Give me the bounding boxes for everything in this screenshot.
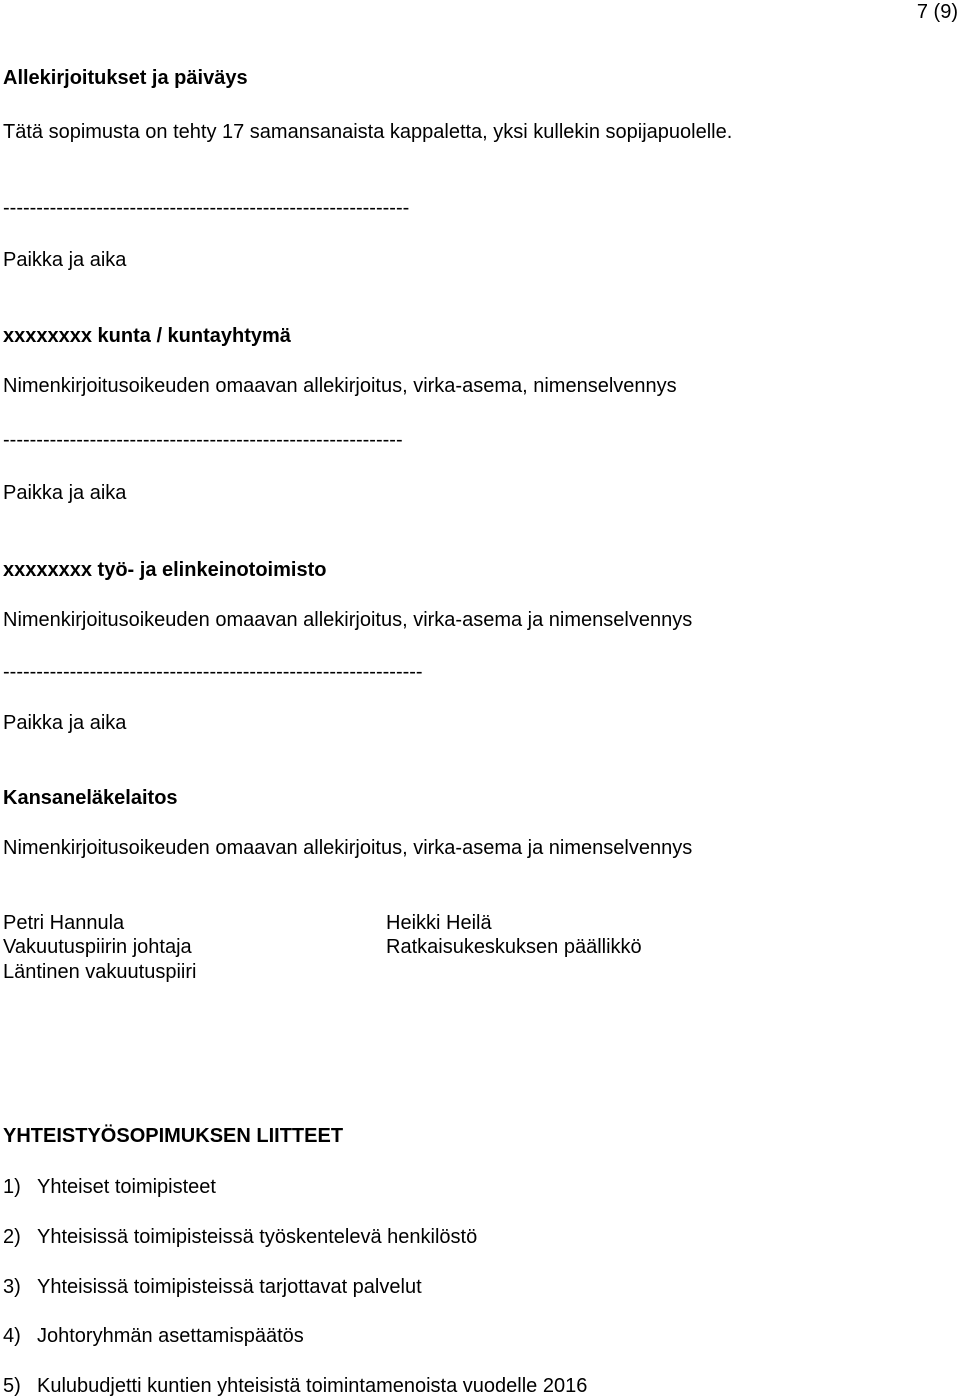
appendix-item-3 (3, 1275, 422, 1299)
party-name-3: Kansaneläkelaitos (3, 787, 178, 809)
appendix-item-2 (3, 1225, 477, 1249)
signature-note-2: Nimenkirjoitusoikeuden omaavan allekirjoitus, virka-asema ja nimenselvennys (3, 609, 693, 631)
signer-1-name: Petri Hannula (3, 912, 125, 934)
appendix-text: Johtoryhmän asettamispäätös (37, 1325, 304, 1347)
place-date-label-1: Paikka ja aika (3, 249, 127, 271)
party-name-1: xxxxxxxx kunta / kuntayhtymä (3, 325, 291, 347)
intro-text: Tätä sopimusta on tehty 17 samansanaista kappaletta, yksi kullekin sopijapuolelle. (3, 121, 733, 143)
signer-1-title: Vakuutuspiirin johtaja (3, 936, 192, 958)
appendix-text: Yhteisissä toimipisteissä tarjottavat palvelut (37, 1276, 422, 1298)
signature-note-1: Nimenkirjoitusoikeuden omaavan allekirjoitus, virka-asema, nimenselvennys (3, 375, 677, 397)
signer-2-name: Heikki Heilä (386, 912, 492, 934)
appendix-number: 1) (3, 1176, 21, 1198)
page-number: 7 (9) (916, 1, 958, 23)
appendix-text: Yhteisissä toimipisteissä työskentelevä henkilöstö (37, 1226, 478, 1248)
place-date-label-3: Paikka ja aika (3, 712, 127, 734)
appendix-text: Yhteiset toimipisteet (37, 1176, 216, 1198)
appendix-number: 4) (3, 1325, 21, 1347)
appendix-number: 2) (3, 1226, 21, 1248)
signer-2-title: Ratkaisukeskuksen päällikkö (386, 936, 642, 958)
signature-line-3: --------------------------------------------------------------- (3, 661, 423, 683)
place-date-label-2: Paikka ja aika (3, 482, 127, 504)
appendix-item-4 (3, 1324, 304, 1348)
appendices-title: YHTEISTYÖSOPIMUKSEN LIITTEET (3, 1125, 344, 1147)
signer-1-unit: Läntinen vakuutuspiiri (3, 961, 197, 983)
party-name-2: xxxxxxxx työ- ja elinkeinotoimisto (3, 559, 327, 581)
appendix-item-1 (3, 1175, 216, 1199)
appendix-number: 3) (3, 1276, 21, 1298)
signature-note-3: Nimenkirjoitusoikeuden omaavan allekirjoitus, virka-asema ja nimenselvennys (3, 837, 693, 859)
section-title: Allekirjoitukset ja päiväys (3, 67, 248, 89)
signature-line-2: ------------------------------------------------------------ (3, 429, 403, 451)
appendix-item-5 (3, 1374, 587, 1398)
appendix-number: 5) (3, 1375, 21, 1397)
signature-line-1: ------------------------------------------------------------- (3, 197, 410, 219)
appendix-text: Kulubudjetti kuntien yhteisistä toimintamenoista vuodelle 2016 (37, 1375, 588, 1397)
